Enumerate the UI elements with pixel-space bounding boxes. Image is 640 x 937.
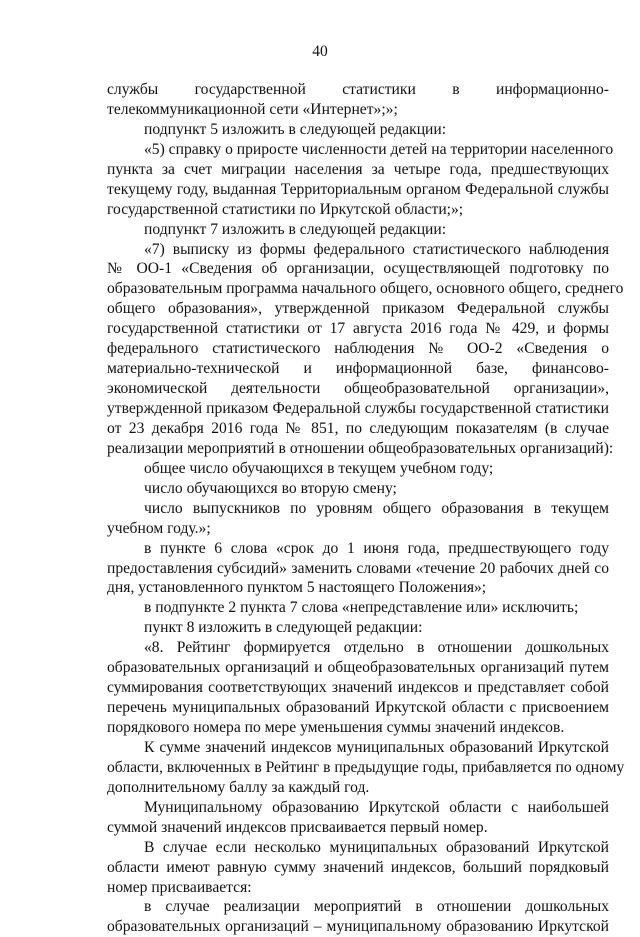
text-line: образовательных организаций – муниципальному образованию Иркутской [107,918,609,936]
text-line: дня, установленного пунктом 5 настоящего Положения»; [107,579,487,597]
text-line: в случае реализации мероприятий в отношении дошкольных [144,898,609,916]
text-line: реализации мероприятий в отношении общеобразовательных организаций): [107,439,614,457]
text-line: порядкового номера по мере уменьшения суммы значений индексов. [107,719,565,736]
text-line: в пункте 6 слова «срок до 1 июня года, предшествующего году [144,539,609,557]
text-line: пункт 8 изложить в следующей редакции: [144,619,423,637]
text-line: подпункт 5 изложить в следующей редакции: [144,120,447,138]
text-line: В случае если несколько муниципальных образований Иркутской [144,838,609,856]
text-line: № ОО-1 «Сведения об организации, осуществляющей подготовку по [107,260,609,278]
text-line: «8. Рейтинг формируется отдельно в отношении дошкольных [144,639,609,657]
text-line: общее число обучающихся в текущем учебном году; [144,459,494,477]
text-line: «5) справку о приросте численности детей на территории населенного [144,140,614,158]
text-line: перечень муниципальных образований Иркутской области с присвоением [107,699,609,717]
text-line: предоставления субсидий» заменить словами «течение 20 рабочих дней со [107,559,609,577]
text-line: число обучающихся во вторую смену; [144,479,397,497]
body-text [107,80,625,937]
text-line: пункта за счет миграции населения за четыре года, предшествующих [107,160,609,178]
text-line: Муниципальному образованию Иркутской области с наибольшей [144,798,609,816]
text-line: службы государственной статистики в информационно- [107,81,609,98]
text-line: области имеют равную сумму значений индексов, больший порядковый [107,858,609,876]
text-line: К сумме значений индексов муниципальных образований Иркутской [144,738,609,756]
text-line: образовательных организаций и общеобразовательных организаций путем [107,659,609,677]
text-line: утвержденной приказом Федеральной службы государственной статистики [107,400,609,417]
text-line: суммой значений индексов присваивается первый номер. [107,818,488,836]
text-line: образовательным программа начального общего, основного общего, среднего [107,280,624,298]
text-line: материально-технической и информационной базе, финансово- [107,360,609,378]
page-number: 40 [312,43,328,60]
text-line: число выпускников по уровням общего образования в текущем [144,499,609,517]
text-line: государственной статистики по Иркутской области;»; [107,200,464,218]
text-line: дополнительному баллу за каждый год. [107,778,370,796]
text-line: области, включенных в Рейтинг в предыдущие годы, прибавляется по одному [107,758,625,776]
text-line: от 23 декабря 2016 года № 851, по следующим показателям (в случае [107,419,609,437]
text-line: телекоммуникационной сети «Интернет»;»; [107,100,398,118]
text-line: учебном году.»; [107,519,211,537]
text-line: номер присваивается: [107,878,252,896]
text-line: текущему году, выданная Территориальным органом Федеральной службы [107,180,609,198]
text-line: подпункт 7 изложить в следующей редакции: [144,220,447,238]
text-line: суммирования соответствующих значений индексов и представляет собой [107,679,609,697]
text-line: общего образования», утвержденной приказом Федеральной службы [107,300,609,318]
text-line: в подпункте 2 пункта 7 слова «непредставление или» исключить; [144,599,579,617]
text-line: федерального статистического наблюдения № ОО-2 «Сведения о [107,340,609,358]
text-line: государственной статистики от 17 августа 2016 года № 429, и формы [107,320,609,338]
text-line: экономической деятельности общеобразовательной организации», [107,380,609,398]
text-line: «7) выписку из формы федерального статистического наблюдения [144,240,609,258]
